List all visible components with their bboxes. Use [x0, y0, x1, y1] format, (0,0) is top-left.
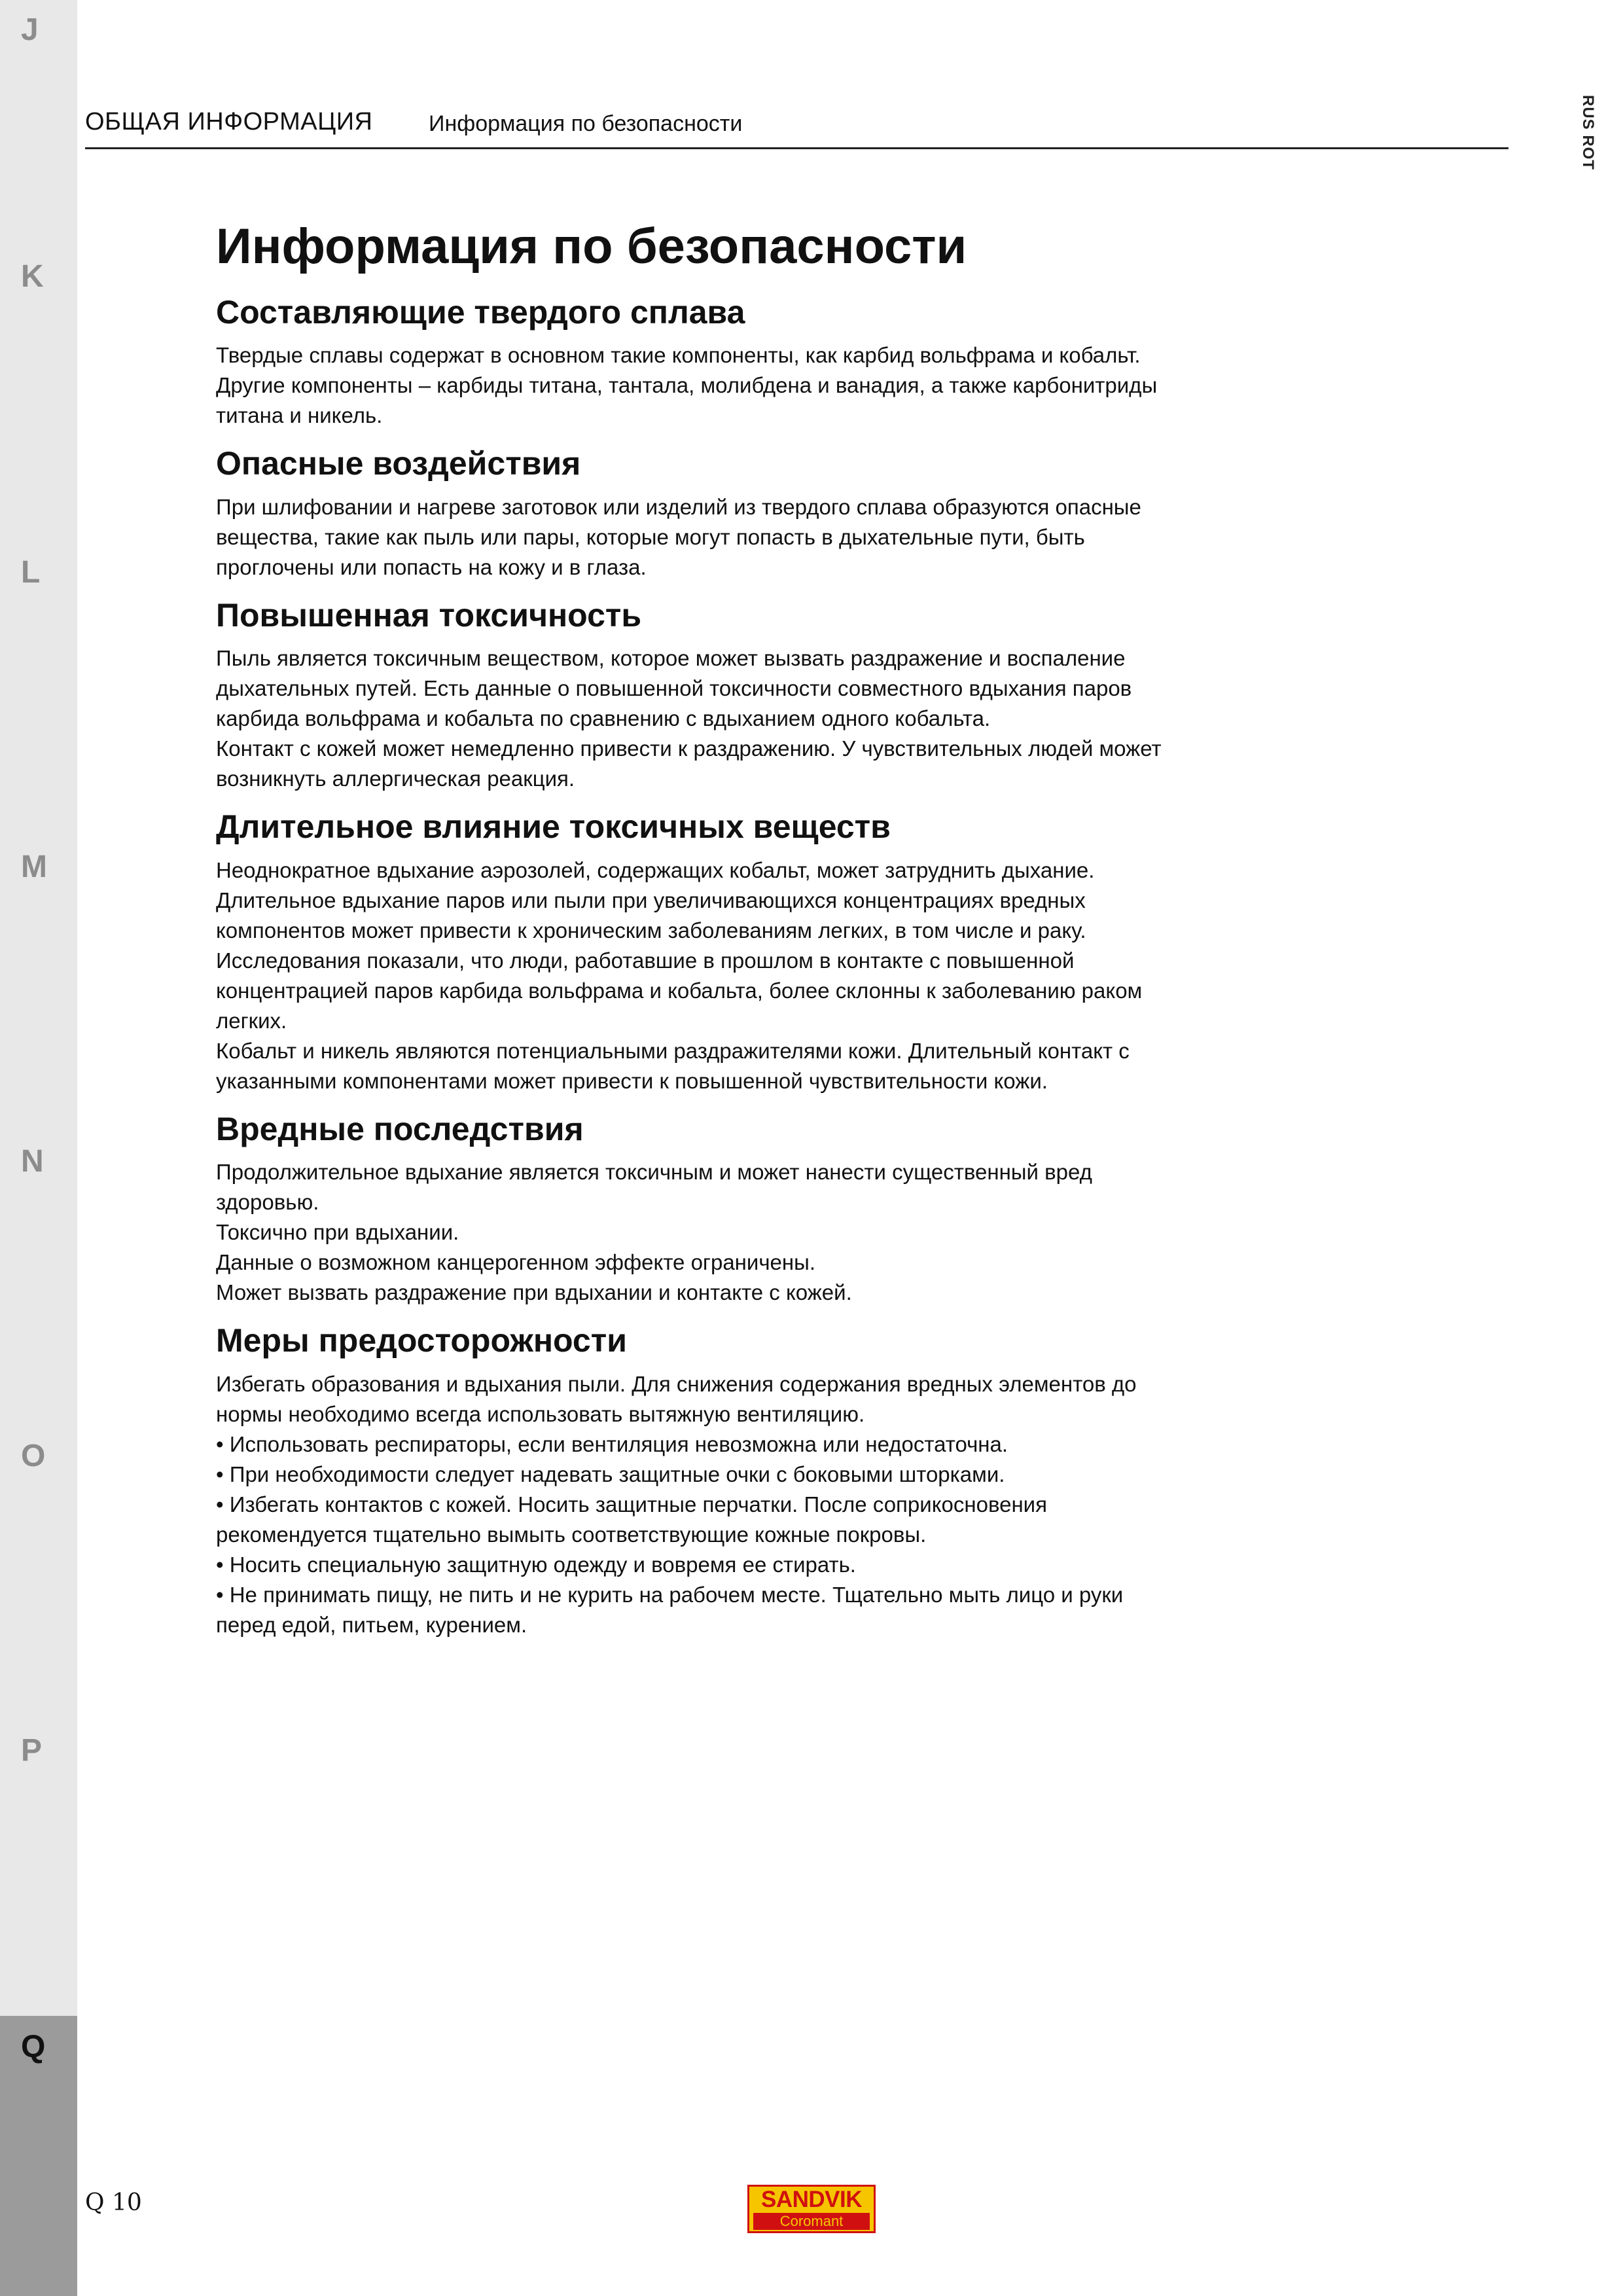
logo-main-text: SANDVIK [760, 2187, 863, 2212]
section-paragraph: Продолжительное вдыхание является токсичным и может нанести существенный вред здоровью. [216, 1160, 1092, 1215]
section [216, 808, 1165, 1096]
section [216, 597, 1165, 795]
section-title: Вредные последствия [216, 1110, 584, 1147]
section-tab-o[interactable]: O [0, 1425, 77, 1719]
section-paragraph: Пыль является токсичным веществом, которое может вызвать раздражение и воспаление дыхательных путей. Есть данные о повышенной токсичности совместного вдыхания паров карбида вольфрама и кобальта по сравнению с вдыханием одного кобальта. [216, 646, 1132, 731]
section-tab-l[interactable]: L [0, 541, 77, 836]
section-paragraph: • Носить специальную защитную одежду и вовремя ее стирать. [216, 1552, 856, 1577]
header-topic: Информация по безопасности [429, 111, 743, 136]
section-paragraph: Данные о возможном канцерогенном эффекте ограничены. [216, 1250, 815, 1275]
section-title: Меры предосторожности [216, 1322, 627, 1359]
header-section-title: ОБЩАЯ ИНФОРМАЦИЯ [85, 108, 373, 135]
running-header [85, 108, 1508, 149]
section-paragraph: • Использовать респираторы, если вентиляция невозможна или недостаточна. [216, 1431, 1008, 1456]
section-paragraph: • Избегать контактов с кожей. Носить защитные перчатки. После соприкосновения рекомендуется тщательно вымыть соответствующие кожные покровы. [216, 1492, 1047, 1547]
page-title: Информация по безопасности [216, 219, 967, 274]
section-tab-n[interactable]: N [0, 1130, 77, 1425]
section-tab-m[interactable]: M [0, 836, 77, 1130]
section-paragraph: • При необходимости следует надевать защитные очки с боковыми шторками. [216, 1462, 1005, 1486]
section [216, 1322, 1165, 1640]
section-tab-p[interactable]: P [0, 1719, 77, 2016]
sandvik-coromant-logo [747, 2185, 876, 2233]
section-paragraph: Кобальт и никель являются потенциальными раздражителями кожи. Длительный контакт с указанными компонентами может привести к повышенной чувствительности кожи. [216, 1038, 1130, 1093]
section-paragraph: Контакт с кожей может немедленно привести к раздражению. У чувствительных людей может возникнуть аллергическая реакция. [216, 736, 1162, 791]
section-list [216, 294, 1165, 1640]
side-language-code: RUS ROT [1579, 95, 1597, 170]
section [216, 445, 1165, 583]
section-tabs [0, 0, 77, 2296]
section-paragraph: • Не принимать пищу, не пить и не курить на рабочем месте. Тщательно мыть лицо и руки перед едой, питьем, курением. [216, 1582, 1124, 1637]
section-tab-j[interactable]: J [0, 0, 77, 247]
section [216, 294, 1165, 431]
section [216, 1111, 1165, 1308]
section-paragraph: Неоднократное вдыхание аэрозолей, содержащих кобальт, может затруднить дыхание. [216, 857, 1095, 882]
section-paragraph: Токсично при вдыхании. [216, 1220, 459, 1245]
section-paragraph: Твердые сплавы содержат в основном такие компоненты, как карбид вольфрама и кобальт. Другие компоненты – карбиды титана, тантала, молибдена и ванадия, а также карбонитриды титана и никель. [216, 343, 1158, 428]
logo-sub-text: Coromant [753, 2213, 870, 2230]
section-title: Длительное влияние токсичных веществ [216, 808, 891, 846]
section-paragraph: Избегать образования и вдыхания пыли. Для снижения содержания вредных элементов до нормы необходимо всегда использовать вытяжную вентиляцию. [216, 1371, 1137, 1426]
page-number: Q 10 [85, 2189, 142, 2216]
section-paragraph: Длительное вдыхание паров или пыли при увеличивающихся концентрациях вредных компонентов может привести к хроническим заболеваниям легких, в том числе и раку. [216, 888, 1086, 942]
section-title: Опасные воздействия [216, 445, 581, 482]
section-title: Составляющие твердого сплава [216, 293, 745, 331]
main-content [216, 219, 1165, 1655]
section-title: Повышенная токсичность [216, 596, 642, 634]
section-paragraph: При шлифовании и нагреве заготовок или изделий из твердого сплава образуются опасные вещества, такие как пыль или пары, которые могут попасть в дыхательные пути, быть проглочены или попасть на кожу и в глаза. [216, 494, 1141, 579]
section-tab-q[interactable]: Q [0, 2016, 77, 2296]
section-tab-k[interactable]: K [0, 245, 77, 541]
section-paragraph: Исследования показали, что люди, работавшие в прошлом в контакте с повышенной концентрацией паров карбида вольфрама и кобальта, более склонны к заболеванию раком легких. [216, 948, 1143, 1033]
section-paragraph: Может вызвать раздражение при вдыхании и контакте с кожей. [216, 1280, 852, 1305]
